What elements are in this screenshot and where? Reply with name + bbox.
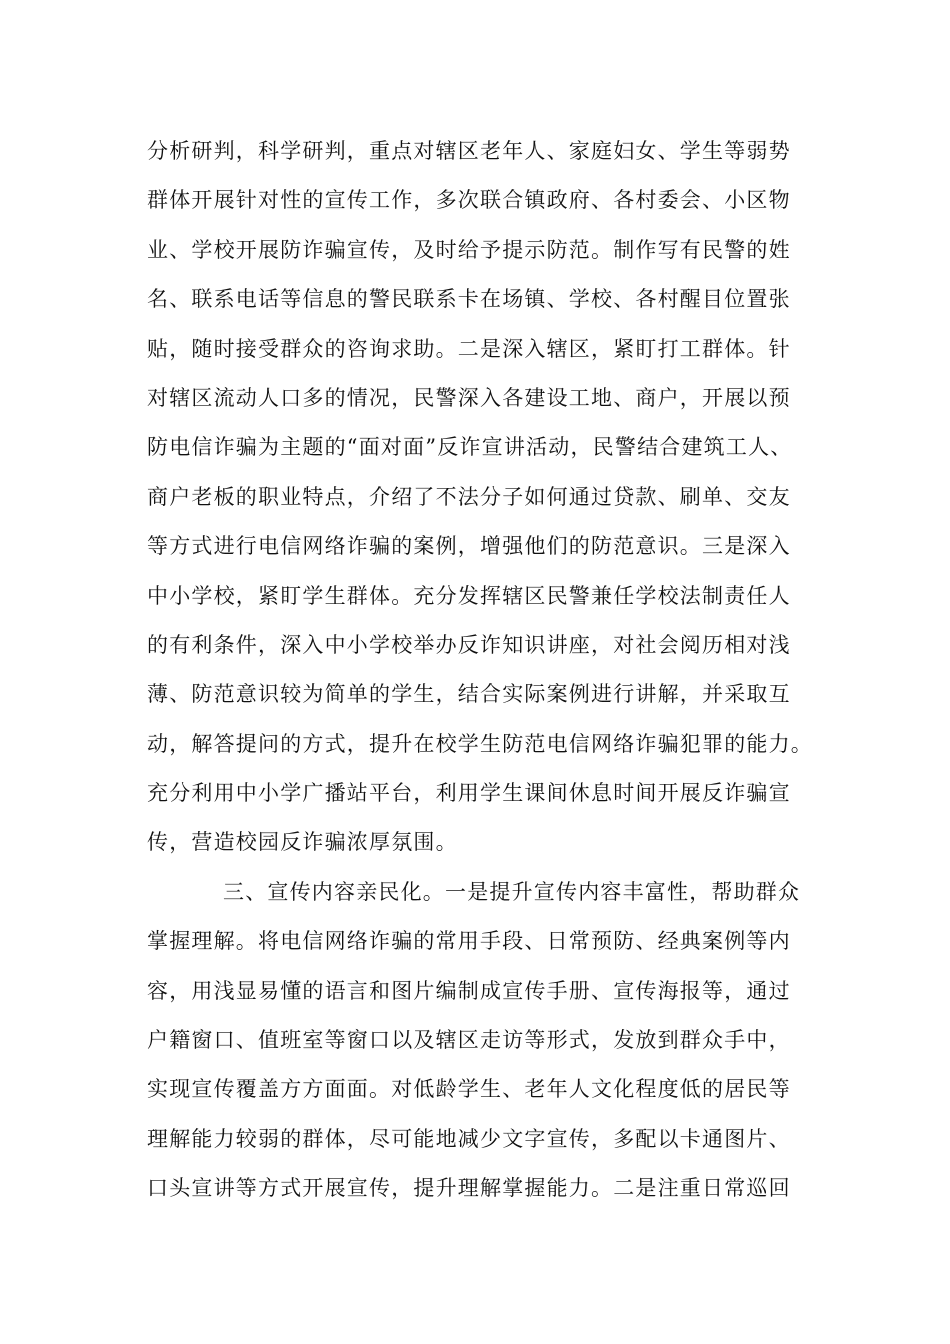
text-line: 容，用浅显易懂的语言和图片编制成宣传手册、宣传海报等，通过 bbox=[147, 978, 791, 1003]
text-line: 充分利用中小学广播站平台，利用学生课间休息时间开展反诈骗宣 bbox=[147, 781, 791, 806]
text-line: 业、学校开展防诈骗宣传，及时给予提示防范。制作写有民警的姓 bbox=[147, 237, 791, 262]
text-line: 等方式进行电信网络诈骗的案例，增强他们的防范意识。三是深入 bbox=[147, 534, 791, 559]
text-line: 分析研判，科学研判，重点对辖区老年人、家庭妇女、学生等弱势 bbox=[147, 139, 791, 163]
text-line: 传，营造校园反诈骗浓厚氛围。 bbox=[147, 830, 458, 855]
text-line: 的有利条件，深入中小学校举办反诈知识讲座，对社会阅历相对浅 bbox=[147, 632, 791, 657]
text-line: 口头宣讲等方式开展宣传，提升理解掌握能力。二是注重日常巡回 bbox=[147, 1176, 791, 1201]
text-line: 薄、防范意识较为简单的学生，结合实际案例进行讲解，并采取互 bbox=[147, 682, 791, 707]
text-line: 贴，随时接受群众的咨询求助。二是深入辖区，紧盯打工群体。针 bbox=[147, 336, 791, 361]
text-line: 名、联系电话等信息的警民联系卡在场镇、学校、各村醒目位置张 bbox=[147, 287, 791, 312]
text-line: 理解能力较弱的群体，尽可能地减少文字宣传，多配以卡通图片、 bbox=[147, 1126, 791, 1151]
text-line: 防电信诈骗为主题的“面对面”反诈宣讲活动，民警结合建筑工人、 bbox=[147, 435, 793, 460]
text-line: 群体开展针对性的宣传工作，多次联合镇政府、各村委会、小区物 bbox=[147, 188, 791, 213]
text-line: 中小学校，紧盯学生群体。充分发挥辖区民警兼任学校法制责任人 bbox=[147, 583, 791, 608]
text-line: 实现宣传覆盖方方面面。对低龄学生、老年人文化程度低的居民等 bbox=[147, 1077, 791, 1102]
text-line: 商户老板的职业特点，介绍了不法分子如何通过贷款、刷单、交友 bbox=[147, 484, 791, 509]
text-line: 动，解答提问的方式，提升在校学生防范电信网络诈骗犯罪的能力。 bbox=[147, 731, 813, 756]
section-heading-line: 三、宣传内容亲民化。一是提升宣传内容丰富性，帮助群众 bbox=[223, 879, 801, 904]
body-text bbox=[147, 127, 827, 1214]
text-line: 对辖区流动人口多的情况，民警深入各建设工地、商户，开展以预 bbox=[147, 385, 791, 410]
text-line: 掌握理解。将电信网络诈骗的常用手段、日常预防、经典案例等内 bbox=[147, 929, 791, 954]
text-line: 户籍窗口、值班室等窗口以及辖区走访等形式，发放到群众手中， bbox=[147, 1028, 791, 1053]
